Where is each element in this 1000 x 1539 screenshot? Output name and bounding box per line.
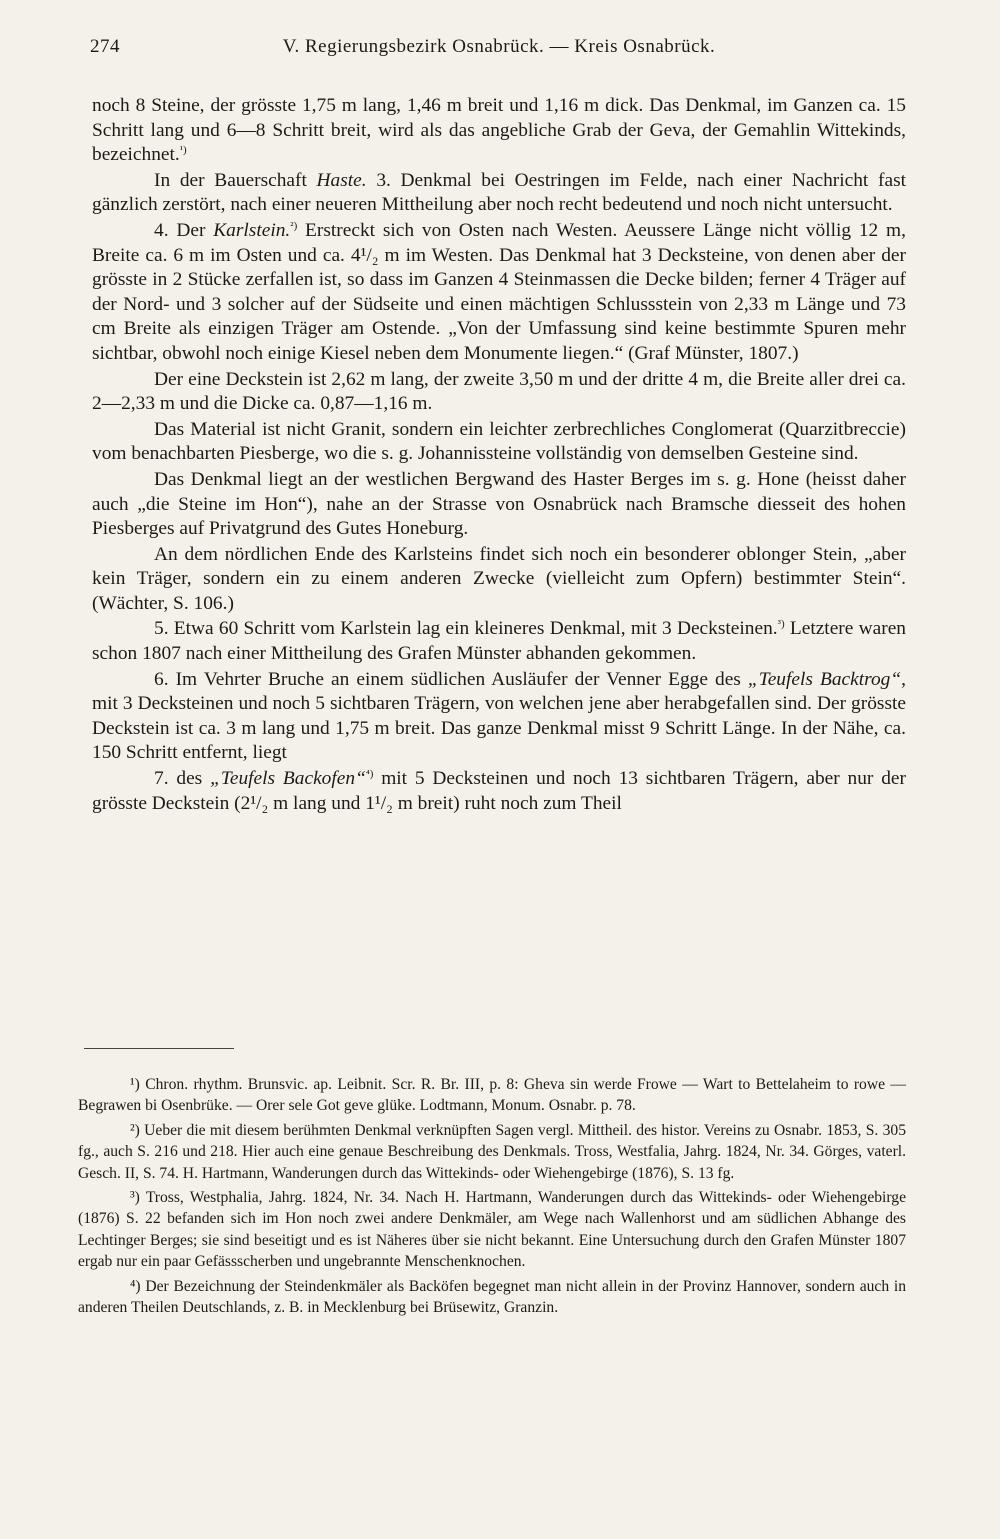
- footnotes: [78, 1074, 906, 1321]
- monument-name-backtrog: „Teufels Backtrog“: [747, 668, 902, 690]
- footnote-3: ³) Tross, Westphalia, Jahrg. 1824, Nr. 34. Nach H. Hartmann, Wanderungen durch das Wittekinds- oder Wiehengebirge (1876) S. 22 befanden sich im Hon noch zwei andere Denkmäler, am Wege nach Wallenhorst und am südlichen Abhange des Lechtinger Berges; sie sind beseitigt und es ist Näheres über sie nicht bekannt. Eine Untersuchung durch den Grafen Münster 1807 ergab nur ein paar Gefässscherben und ungebrannte Menschenknochen.: [78, 1189, 906, 1271]
- footnote-2: ²) Ueber die mit diesem berühmten Denkmal verknüpften Sagen vergl. Mittheil. des histor. Vereins zu Osnabr. 1853, S. 305 fg., auch S. 216 und 218. Hier auch eine genaue Beschreibung des Denkmals. Tross, Westfalia, Jahrg. 1824, Nr. 34. Görges, vaterl. Gesch. II, S. 74. H. Hartmann, Wanderungen durch das Wittekinds- oder Wiehengebirge (1876), S. 13 fg.: [78, 1121, 906, 1182]
- monument-name-backofen: „Teufels Backofen“: [210, 768, 366, 790]
- paragraph-geva-grave: noch 8 Steine, der grösste 1,75 m lang, 1,46 m breit und 1,16 m dick. Das Denkmal, im Ganzen ca. 15 Schritt lang und 6—8 Schritt breit, wird als das angebliche Grab der Geva, der Gemahlin Wittekinds, bezeichnet.$^{^1)}$: [92, 95, 906, 166]
- paragraph-karlstein: 4. Der Karlstein.$^{^2)}$ Erstreckt sich von Osten nach Westen. Aeussere Länge nicht völlig 12 m, Breite ca. 6 m im Osten und ca. 4¹/₂ m im Westen. Das Denkmal hat 3 Decksteine, von denen aber der grösste in 2 Stücke zerfallen ist, so dass im Ganzen 4 Steinmassen die Decke bilden; ferner 4 Träger auf der Nord- und 3 solcher auf der Südseite und einen mächtigen Schlussstein von 2,33 m Länge und 73 cm Breite als einzigen Träger am Ostende. „Von der Umfassung sind keine bestimmte Spuren mehr sichtbar, obwohl noch einige Kiesel neben dem Monumente liegen.“ (Graf Münster, 1807.): [92, 219, 906, 364]
- running-title: V. Regierungsbezirk Osnabrück. — Kreis Osnabrück.: [282, 36, 716, 57]
- monument-name-karlstein: Karlstein.: [213, 219, 291, 241]
- paragraph-small-monument: 5. Etwa 60 Schritt vom Karlstein lag ein kleineres Denkmal, mit 3 Decksteinen.$^{^3)}$ Letztere waren schon 1807 nach einer Mittheilung des Grafen Münster abhanden gekommen.: [92, 618, 906, 665]
- paragraph-material: Das Material ist nicht Granit, sondern ein leichter zerbrechliches Conglomerat (Quarzitbreccie) vom benachbarten Piesberge, wo die s. g. Johannissteine vollständig von demselben Gesteine sind.: [92, 418, 906, 465]
- footnote-1: ¹) Chron. rhythm. Brunsvic. ap. Leibnit. Scr. R. Br. III, p. 8: Gheva sin werde Frowe — Wart to Bettelaheim to rowe — Begrawen bi Osenbrüke. — Orer sele Got geve glüke. Lodtmann, Monum. Osnabr. p. 78.: [78, 1076, 906, 1115]
- paragraph-backofen: 7. des „Teufels Backofen“$^{^4)}$ mit 5 Decksteinen und noch 13 sichtbaren Trägern, aber nur der grösste Deckstein (2¹/₂ m lang und 1¹/₂ m breit) ruht noch zum Theil: [92, 768, 906, 814]
- paragraph-location: Das Denkmal liegt an der westlichen Bergwand des Haster Berges im s. g. Hone (heisst daher auch „die Steine im Hon“), nahe an der Strasse von Osnabrück nach Bramsche diesseit des hohen Piesberges auf Privatgrund des Gutes Honeburg.: [92, 468, 906, 540]
- paragraph-oblong-stone: An dem nördlichen Ende des Karlsteins findet sich noch ein besonderer oblonger Stein, „aber kein Träger, sondern ein zu einem anderen Zwecke (vielleicht zum Opfern) bestimmter Stein“. (Wächter, S. 106.): [92, 543, 906, 614]
- footnote-ref-2: ²): [290, 219, 298, 232]
- paragraph-decksteine: Der eine Deckstein ist 2,62 m lang, der zweite 3,50 m und der dritte 4 m, die Breite aller drei ca. 2—2,33 m und die Dicke ca. 0,87—1,16 m.: [92, 368, 906, 415]
- footnote-ref-1: ¹): [179, 144, 187, 157]
- page-header: [90, 36, 908, 66]
- footnote-ref-3: ³): [777, 618, 785, 631]
- paragraph-backtrog: 6. Im Vehrter Bruche an einem südlichen Ausläufer der Venner Egge des „Teufels Backtrog“, mit 3 Decksteinen und noch 5 sichtbaren Trägern, von welchen jene aber herabgefallen sind. Der grösste Deckstein ist ca. 3 m lang und 1,75 m breit. Das ganze Denkmal misst 9 Schritt Länge. In der Nähe, ca. 150 Schritt entfernt, liegt: [92, 668, 906, 764]
- place-name-haste: Haste.: [316, 169, 367, 191]
- footnote-ref-4: ⁴): [365, 768, 374, 781]
- footnote-4: ⁴) Der Bezeichnung der Steindenkmäler als Backöfen begegnet man nicht allein in der Provinz Hannover, sondern auch in anderen Theilen Deutschlands, z. B. in Mecklenburg bei Brüsewitz, Granzin.: [78, 1277, 906, 1317]
- paragraph-haste: In der Bauerschaft Haste. 3. Denkmal bei Oestringen im Felde, nach einer Nachricht fast gänzlich zerstört, nach einer neueren Mittheilung aber noch recht bedeutend und noch nicht untersucht.: [92, 169, 906, 216]
- page-number: 274: [90, 36, 120, 57]
- footnote-divider: [84, 1048, 234, 1049]
- main-text: [92, 94, 906, 816]
